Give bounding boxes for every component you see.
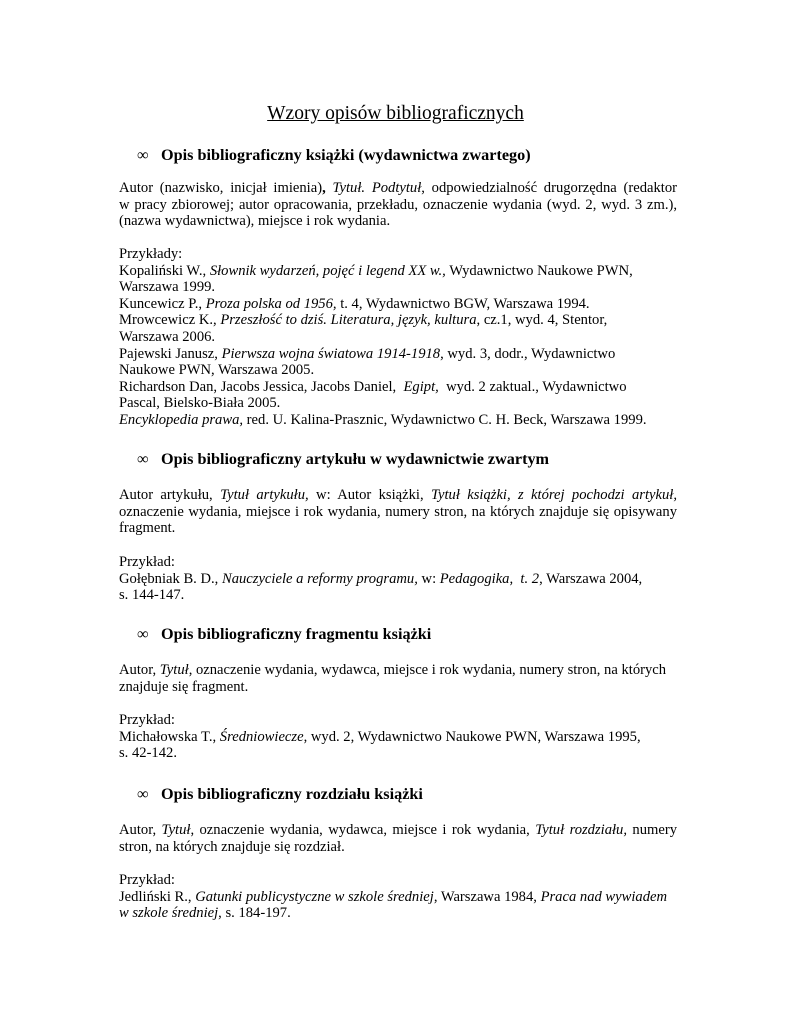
section-heading-book: [137, 145, 531, 165]
infinity-bullet-icon: ∞: [137, 450, 149, 468]
pattern-line: oznaczenie wydania, miejsce i rok wydania, numery stron, na których znajduje się opisywany: [119, 503, 677, 520]
example-label: Przykład:: [119, 712, 175, 728]
pattern-line: w pracy zbiorowej; autor opracowania, przekładu, oznaczenie wydania (wyd. 2, wyd. 3 zm.),: [119, 196, 677, 213]
infinity-bullet-icon: ∞: [137, 625, 149, 643]
example-label: Przykład:: [119, 872, 175, 888]
pattern-line: znajduje się fragment.: [119, 678, 249, 695]
pattern-line: fragment.: [119, 520, 176, 537]
section-heading-chapter: [137, 784, 423, 804]
pattern-line: Autor (nazwisko, inicjał imienia), Tytuł. Podtytuł, odpowiedzialność drugorzędna (redaktor: [119, 180, 677, 196]
section-pattern-fragment: [119, 662, 677, 695]
example-entry: Pajewski Janusz, Pierwsza wojna światowa 1914-1918, wyd. 3, dodr., Wydawnictwo: [119, 345, 616, 362]
section-heading-text: Opis bibliograficzny fragmentu książki: [161, 625, 432, 643]
example-entry: Kopaliński W., Słownik wydarzeń, pojęć i legend XX w., Wydawnictwo Naukowe PWN,: [119, 262, 633, 279]
example-entry-cont: Warszawa 2006.: [119, 328, 216, 345]
infinity-bullet-icon: ∞: [137, 146, 149, 164]
infinity-bullet-icon: ∞: [137, 785, 149, 803]
example-entry: Mrowcewicz K., Przeszłość to dziś. Literatura, język, kultura, cz.1, wyd. 4, Stentor,: [119, 312, 608, 329]
section-heading-text: Opis bibliograficzny książki (wydawnictwa zwartego): [161, 146, 531, 164]
section-heading-article: [137, 449, 549, 469]
section-heading-text: Opis bibliograficzny rozdziału książki: [161, 785, 423, 803]
example-entry-cont: w szkole średniej, s. 184-197.: [119, 905, 291, 922]
page-title: Wzory opisów bibliograficznych: [267, 103, 524, 124]
example-entry: Gołębniak B. D., Nauczyciele a reformy programu, w: Pedagogika, t. 2, Warszawa 2004,: [119, 570, 643, 587]
example-entry: Michałowska T., Średniowiecze, wyd. 2, Wydawnictwo Naukowe PWN, Warszawa 1995,: [119, 728, 641, 745]
example-entry-cont: Naukowe PWN, Warszawa 2005.: [119, 362, 315, 379]
example-entry-cont: Pascal, Bielsko-Biała 2005.: [119, 395, 281, 412]
section-example-fragment: [119, 712, 677, 762]
section-heading-fragment: [137, 624, 431, 644]
example-label: Przykład:: [119, 554, 175, 570]
example-entry: Richardson Dan, Jacobs Jessica, Jacobs Daniel, Egipt, wyd. 2 zaktual., Wydawnictwo: [119, 378, 627, 395]
example-entry-cont: Warszawa 1999.: [119, 279, 216, 296]
examples-label: Przykłady:: [119, 246, 183, 262]
pattern-line: Autor, Tytuł, oznaczenie wydania, wydawca, miejsce i rok wydania, numery stron, na których: [119, 662, 667, 678]
section-examples-book: [119, 246, 677, 429]
section-example-article: [119, 554, 677, 604]
pattern-line: Autor artykułu, Tytuł artykułu, w: Autor książki, Tytuł książki, z której pochodzi artykuł,: [119, 487, 677, 503]
example-entry-cont: s. 144-147.: [119, 587, 185, 604]
example-entry-cont: s. 42-142.: [119, 745, 177, 762]
section-pattern-chapter: [119, 822, 677, 855]
section-pattern-book: [119, 180, 677, 230]
example-entry: Kuncewicz P., Proza polska od 1956, t. 4, Wydawnictwo BGW, Warszawa 1994.: [119, 295, 590, 312]
example-entry: Encyklopedia prawa, red. U. Kalina-Prasznic, Wydawnictwo C. H. Beck, Warszawa 1999.: [119, 411, 647, 428]
pattern-line: (nazwa wydawnictwa), miejsce i rok wydania.: [119, 213, 391, 230]
section-heading-text: Opis bibliograficzny artykułu w wydawnictwie zwartym: [161, 450, 550, 468]
pattern-line: stron, na których znajduje się rozdział.: [119, 838, 345, 855]
section-pattern-article: [119, 487, 677, 537]
pattern-line: Autor, Tytuł, oznaczenie wydania, wydawca, miejsce i rok wydania, Tytuł rozdziału, numery: [119, 822, 678, 838]
section-example-chapter: [119, 872, 677, 922]
example-entry: Jedliński R., Gatunki publicystyczne w szkole średniej, Warszawa 1984, Praca nad wywiadem: [119, 888, 668, 905]
